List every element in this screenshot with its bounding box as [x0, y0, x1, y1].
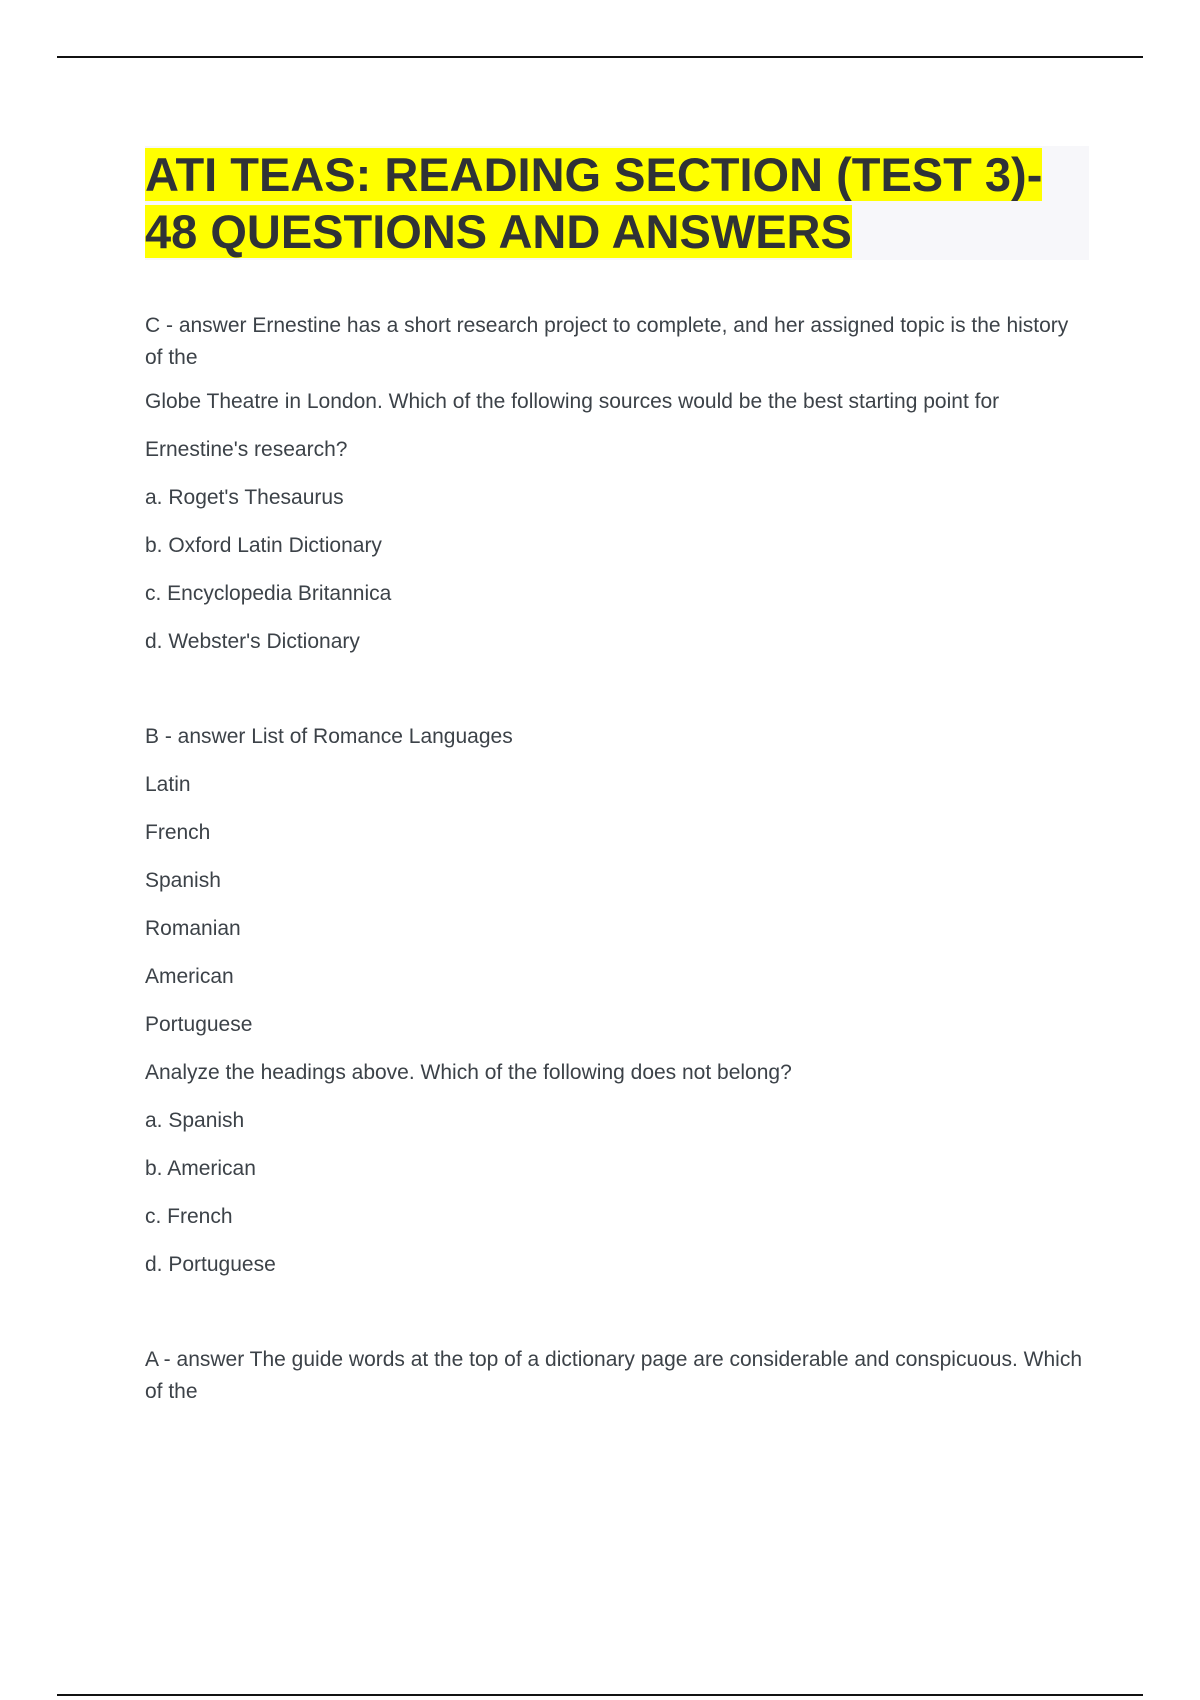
answer-option-c: c. Encyclopedia Britannica: [145, 582, 392, 605]
title-line-1: ATI TEAS: READING SECTION (TEST 3)-: [145, 148, 1043, 201]
answer-option-d: d. Webster's Dictionary: [145, 630, 360, 653]
question-3: [145, 1344, 1089, 1408]
list-item: Latin: [145, 773, 191, 796]
answer-option-c: c. French: [145, 1205, 233, 1228]
list-item: Spanish: [145, 869, 221, 892]
question-1: [145, 310, 1089, 658]
title-block: [145, 146, 1089, 260]
answer-option-b: b. Oxford Latin Dictionary: [145, 534, 382, 557]
document-title: [145, 146, 1089, 260]
answer-option-b: b. American: [145, 1157, 256, 1180]
list-item: French: [145, 821, 211, 844]
answer-option-a: a. Roget's Thesaurus: [145, 486, 344, 509]
question-text: A - answer The guide words at the top of a dictionary page are considerable and conspicuous. Which of the: [145, 1348, 1083, 1403]
question-text: Analyze the headings above. Which of the following does not belong?: [145, 1061, 792, 1084]
question-2: [145, 721, 1089, 1281]
question-text: Ernestine's research?: [145, 438, 348, 461]
title-line-2: 48 QUESTIONS AND ANSWERS: [145, 205, 852, 258]
list-item: Portuguese: [145, 1013, 253, 1036]
list-item: Romanian: [145, 917, 241, 940]
answer-option-d: d. Portuguese: [145, 1253, 276, 1276]
question-text: Globe Theatre in London. Which of the following sources would be the best starting point for: [145, 390, 1000, 413]
answer-option-a: a. Spanish: [145, 1109, 245, 1132]
question-text: B - answer List of Romance Languages: [145, 725, 513, 748]
list-item: American: [145, 965, 234, 988]
footer-rule: [57, 1694, 1143, 1696]
question-text: C - answer Ernestine has a short research project to complete, and her assigned topic is the history of the: [145, 314, 1069, 369]
header-rule: [57, 56, 1143, 58]
document-body: [145, 146, 1089, 1471]
